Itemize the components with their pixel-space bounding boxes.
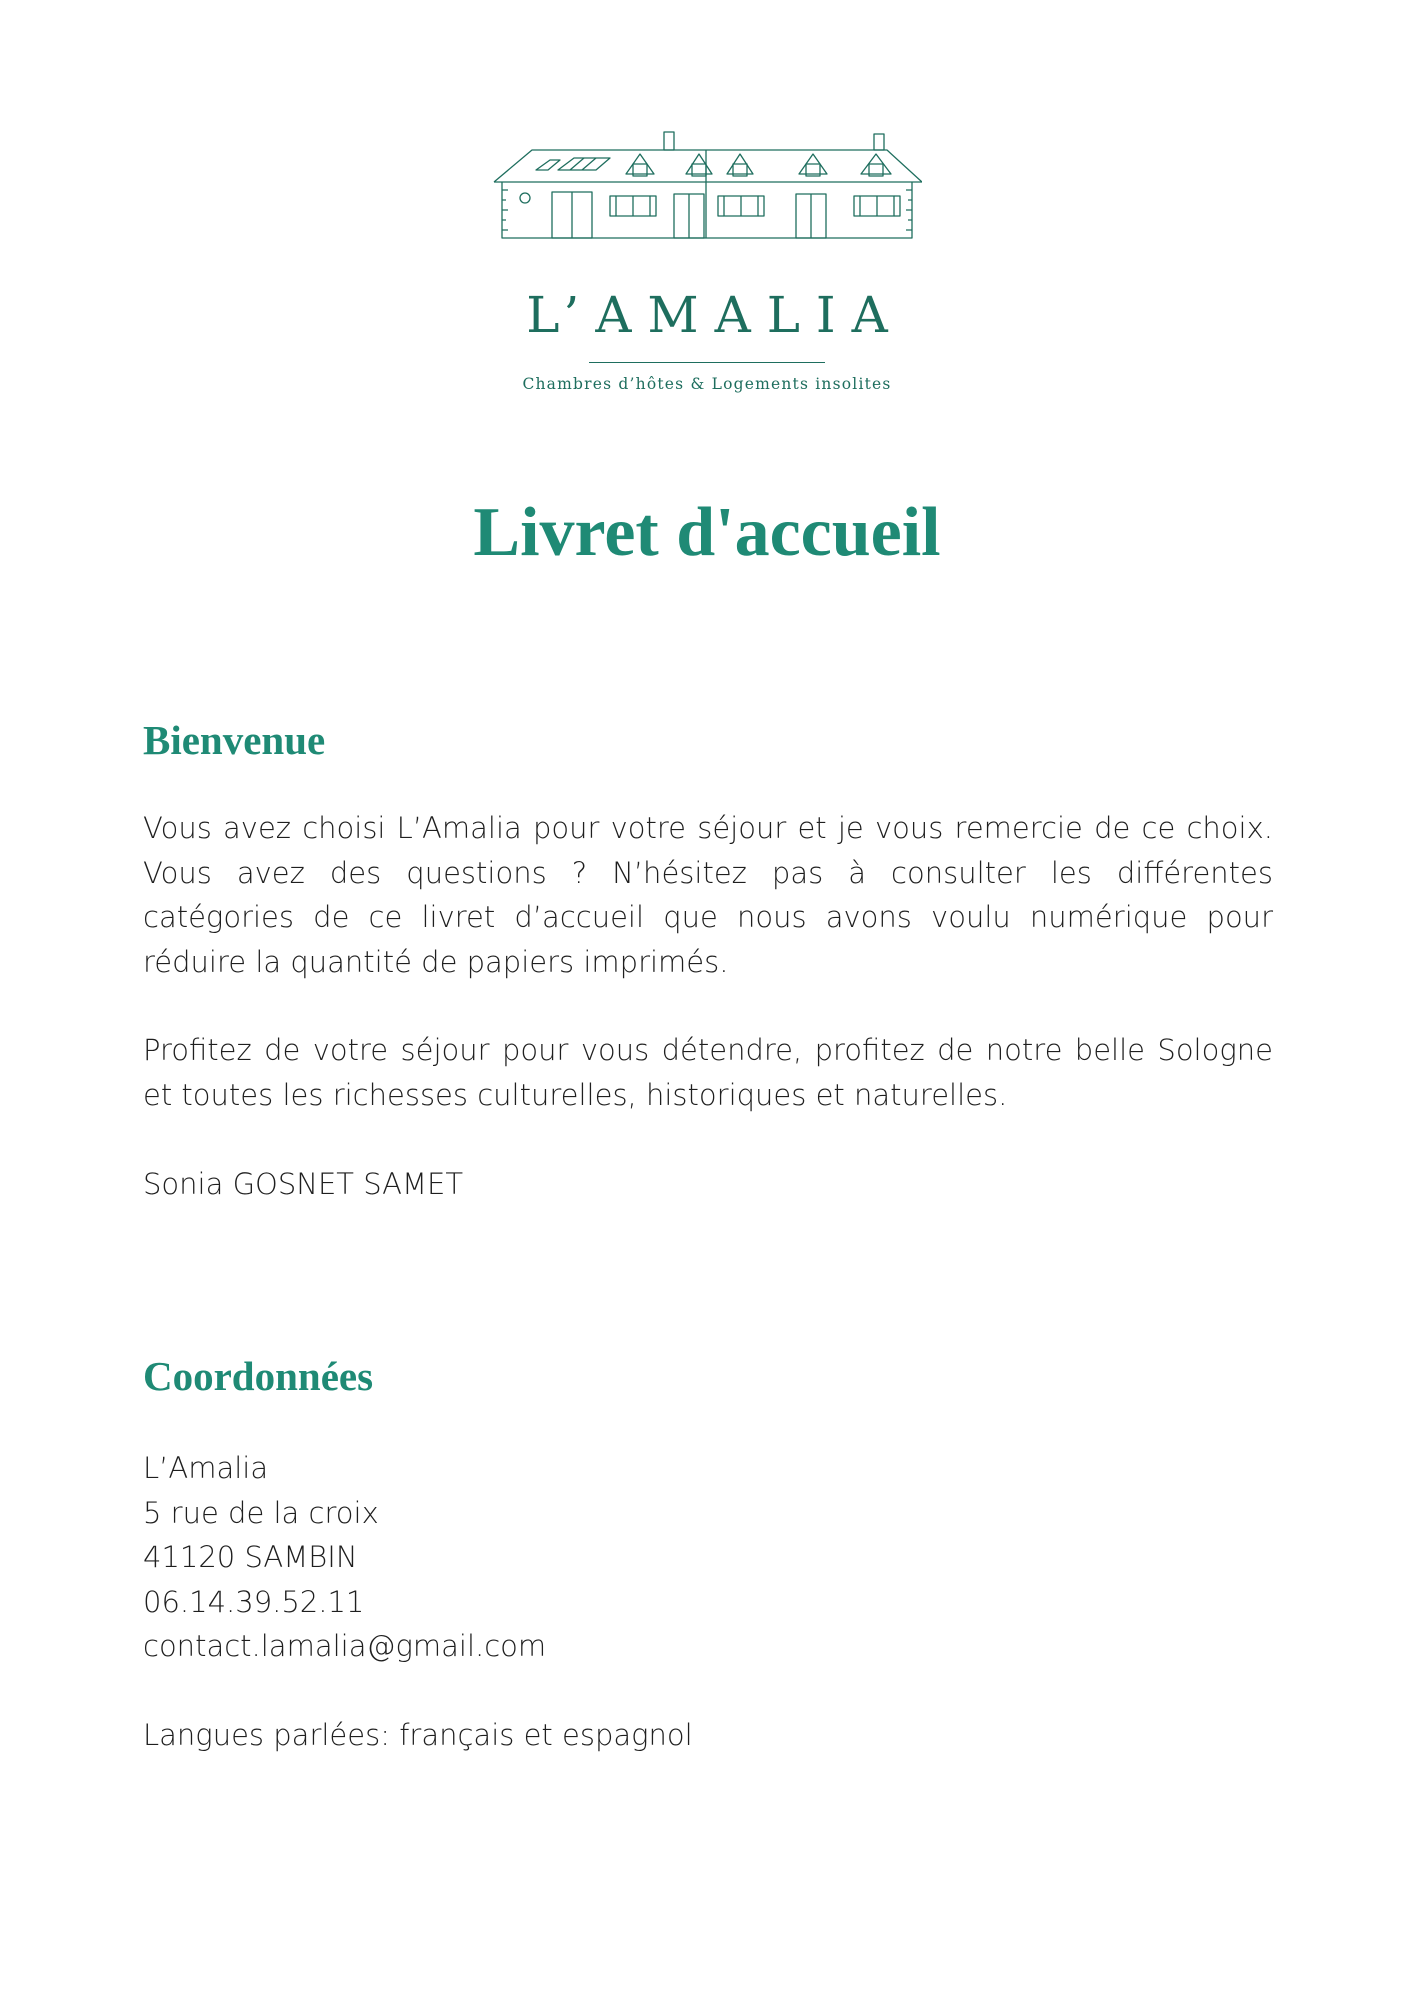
languages-spoken: Langues parlées: français et espagnol [143, 1718, 693, 1752]
contact-name: L’Amalia [143, 1451, 269, 1485]
contact-city: 41120 SAMBIN [143, 1540, 358, 1574]
contact-heading: Coordonnées [143, 1353, 374, 1399]
welcome-paragraph-1 [143, 806, 1273, 984]
document-title: Livret d'accueil [473, 494, 941, 571]
welcome-paragraph-1-text: Vous avez choisi L’Amalia pour votre séjour et je vous remercie de ce choix. Vous avez des questions ? N’hésitez pas à consulter les différentes catégories de ce livret d’accueil que nous avons voulu numérique pour réduire la quantité de papiers imprimés. [143, 811, 1273, 979]
brand-divider [589, 362, 825, 363]
contact-email[interactable]: contact.lamalia@gmail.com [143, 1629, 547, 1663]
brand-tagline: Chambres d’hôtes & Logements insolites [522, 375, 892, 393]
contact-phone[interactable]: 06.14.39.52.11 [143, 1584, 365, 1619]
signature: Sonia GOSNET SAMET [143, 1167, 464, 1201]
contact-block [143, 1446, 1273, 1669]
welcome-paragraph-2-text: Profitez de votre séjour pour vous détendre, profitez de notre belle Sologne et toutes les richesses culturelles, historiques et naturelles. [143, 1033, 1273, 1112]
welcome-heading: Bienvenue [143, 717, 326, 763]
house-illustration-icon [492, 130, 922, 242]
brand-name: L’AMALIA [526, 286, 904, 344]
contact-street: 5 rue de la croix [143, 1495, 379, 1530]
logo [0, 130, 1414, 393]
welcome-paragraph-2 [143, 1028, 1273, 1117]
